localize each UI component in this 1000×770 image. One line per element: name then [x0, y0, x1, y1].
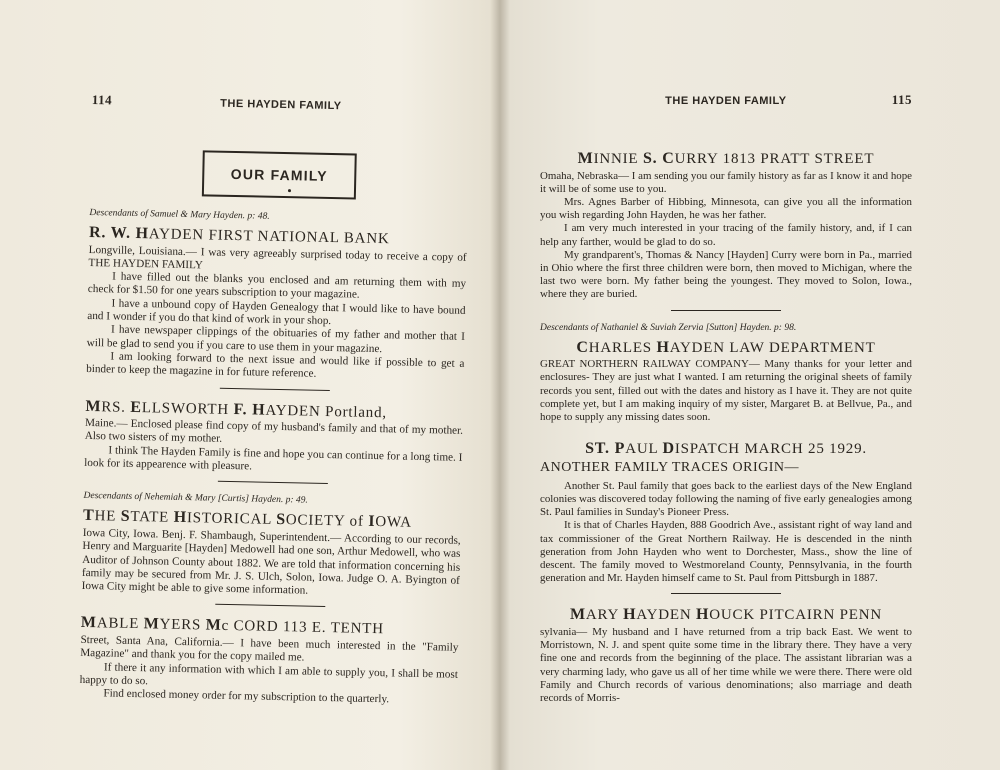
letter-paragraph: Omaha, Nebraska— I am sending you our family history as far as I know it and hope it will be of some use to you.	[540, 169, 912, 195]
letter-heading-minnie-curry: MINNIE S. CURRY 1813 PRATT STREET	[577, 150, 875, 167]
letter-paragraph: sylvania— My husband and I have returned from a trip back East. We went to Morristown, N. J. and spent quite some time in the library there. They have a very fine one and records from the beginning of the place. The assistant librarian was a very charming lady, who gave us all of her time while we were there. There were old Family and Church records of various denominations; also marriage and death records of Morris-	[540, 626, 912, 705]
letter-paragraph: I have filled out the blanks you enclosed and am returning them with my check for $1.50 for one years subscription to your magazine.	[87, 270, 467, 302]
letter-paragraph: I have a unbound copy of Hayden Genealogy that I would like to have bound and I wonder if you do that kind of work in your shop.	[87, 297, 466, 328]
letter-heading-charles-hayden: CHARLES HAYDEN LAW DEPARTMENT	[576, 338, 876, 356]
letter-paragraph: GREAT NORTHERN RAILWAY COMPANY— Many thanks for your letter and enclosures- They are just what I wanted. I am returning the original sheets of family records you sent, filled out with the dates and history as I have it. They are not quite complete yet, but I am making inquiry of my sister, Margaret B. at Bellvue, Pa., and hope to supply any missing dates soon.	[540, 358, 912, 424]
letter-heading-mary-houck: MARY HAYDEN HOUCK PITCAIRN PENN	[569, 606, 883, 624]
section-divider	[215, 604, 325, 607]
descendants-note: Descendants of Nathaniel & Suviah Zervia [Sutton] Hayden. p: 98.	[540, 322, 797, 333]
letter-paragraph: Longville, Louisiana.— I was very agreeably surprised today to receive a copy of THE HAYDEN FAMILY	[88, 243, 467, 272]
section-divider	[671, 310, 781, 311]
our-family-box	[202, 150, 357, 199]
letter-heading-mable-mccord: MABLE MYERS Mc CORD 113 E. TENTH	[80, 614, 384, 638]
article-subheading: ANOTHER FAMILY TRACES ORIGIN—	[540, 459, 800, 475]
letter-paragraph: Mrs. Agnes Barber of Hibbing, Minnesota, can give you all the information you wish regarding John Hayden, he was her father.	[540, 196, 912, 222]
letter-paragraph: If there it any information with which I am able to supply you, I shall be most happy to do so.	[79, 660, 459, 688]
article-paragraph: It is that of Charles Hayden, 888 Goodrich Ave., assistant right of way land and tax commissioner of the Great Northern Railway. He is descended in the ninth generation from John Hayden who went to Dorchester, Mass., show the line of descent. The family moved to Westmoreland County, Pennsylvania, in the fourth generation and Mr. Hayden himself came to St. Paul from Pittsburgh in 1887.	[540, 519, 912, 585]
section-divider	[218, 481, 328, 484]
letter-heading-rw-hayden: R. W. HAYDEN FIRST NATIONAL BANK	[88, 223, 390, 248]
running-head-title: THE HAYDEN FAMILY	[220, 97, 342, 113]
letter-paragraph: I am very much interested in your tracing of the family history, and, if I can help any farther, would be glad to do so.	[540, 222, 912, 248]
descendants-note: Descendants of Samuel & Mary Hayden. p: 48.	[89, 207, 270, 222]
letter-paragraph: Iowa City, Iowa. Benj. F. Shambaugh, Superintendent.— According to our records, Henry and Marguarite [Hayden] Medowell had one son, Arthur Medowell, who was Auditor of Johnson County about 1882. We are told that information concerning his family may be secured from Mr. J. S. Ulch, Solon, Iowa. Judge O. A. Byington of Iowa City might be able to give some information.	[81, 526, 461, 597]
letter-paragraph: Maine.— Enclosed please find copy of my husband's family and that of my mother. Also two sisters of my mother.	[84, 417, 464, 446]
letter-heading-ellsworth-hayden: MRS. ELLSWORTH F. HAYDEN Portland,	[85, 397, 388, 421]
article-paragraph: Another St. Paul family that goes back to the earliest days of the New England colonies was discovered today following the naming of five early genealogies among St. Paul families in Sunday's Pioneer Press.	[540, 479, 912, 519]
letter-paragraph: I think The Hayden Family is fine and hope you can continue for a long time. I look for its appearence with pleasure.	[84, 444, 463, 473]
right-page-content	[540, 92, 912, 705]
letter-paragraph: I have newspaper clippings of the obituaries of my father and mother that I will be glad to send you if you care to use them in your magazine.	[86, 323, 466, 355]
descendants-note: Descendants of Nehemiah & Mary [Curtis] Hayden. p: 49.	[83, 491, 308, 506]
running-head-title: THE HAYDEN FAMILY	[665, 95, 787, 107]
right-running-head	[540, 92, 912, 108]
page-number: 114	[91, 92, 113, 108]
letter-paragraph: My grandparent's, Thomas & Nancy [Hayden] Curry were born in Pa., married in Ohio where the first three children were born, then moved to Michigan, where the last two were born. My father being the youngest. They moved to Solon, Iowa., where they are buried.	[540, 248, 912, 301]
section-divider	[220, 387, 330, 390]
section-divider	[671, 593, 781, 594]
letter-paragraph: Find enclosed money order for my subscription to the quarterly.	[103, 687, 390, 706]
left-page-content	[79, 92, 470, 708]
article-heading-st-paul-dispatch: ST. PAUL DISPATCH MARCH 25 1929.	[585, 440, 867, 458]
letter-paragraph: Street, Santa Ana, California.— I have been much interested in the "Family Magazine" and thank you for the copy mailed me.	[80, 633, 459, 664]
page-number: 115	[891, 92, 912, 107]
box-title: OUR FAMILY	[230, 165, 328, 184]
letter-heading-historical-society: THE STATE HISTORICAL SOCIETY of IOWA	[82, 507, 413, 532]
letter-paragraph: I am looking forward to the next issue and would like if possible to get a binder to keep the magazine in for future reference.	[86, 350, 465, 381]
